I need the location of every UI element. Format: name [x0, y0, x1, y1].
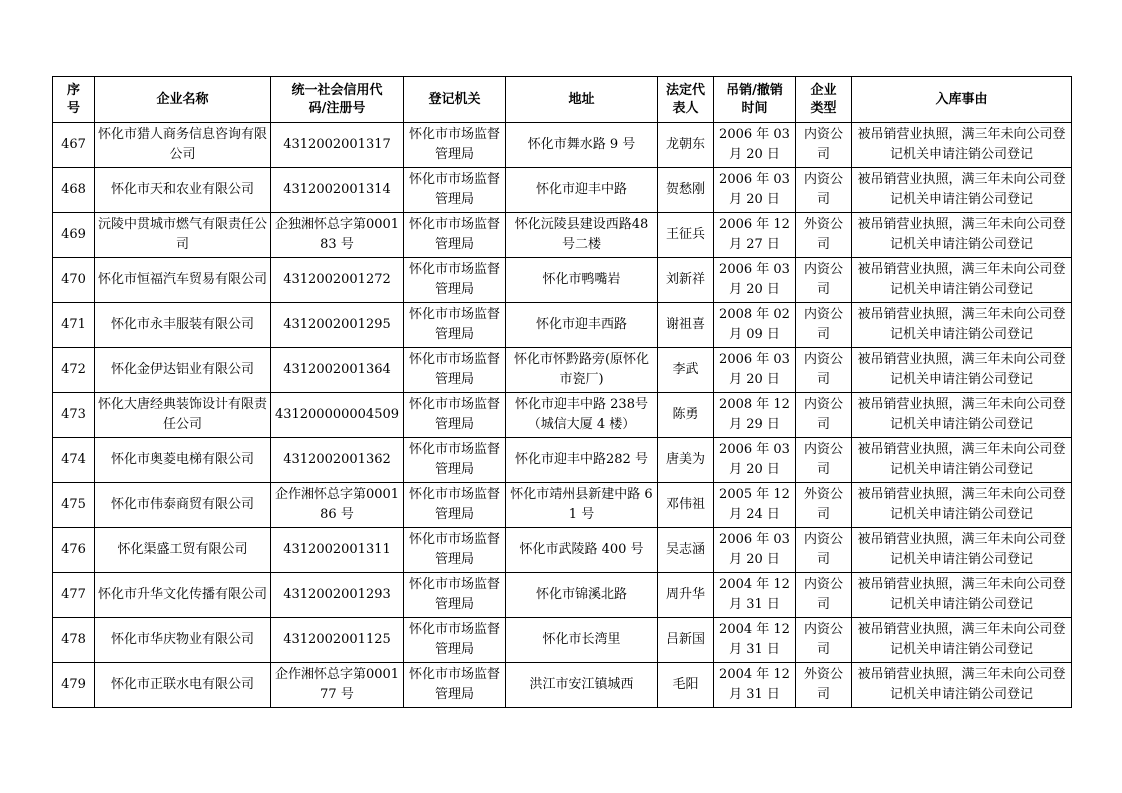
cell-seq: 474: [53, 438, 95, 483]
cell-registration-authority: 怀化市市场监督管理局: [404, 213, 506, 258]
cell-legal-representative: 龙朝东: [658, 123, 714, 168]
cell-company-name: 怀化市升华文化传播有限公司: [95, 573, 271, 618]
header-company-type: 企业 类型: [796, 77, 852, 123]
header-reason: 入库事由: [852, 77, 1072, 123]
cell-address: 怀化市迎丰中路282 号: [506, 438, 658, 483]
cell-seq: 471: [53, 303, 95, 348]
table-row: [53, 528, 1072, 573]
cell-reason: 被吊销营业执照，满三年未向公司登记机关申请注销公司登记: [852, 258, 1072, 303]
cell-revocation-date: 2006 年 03 月 20 日: [714, 528, 796, 573]
header-address: 地址: [506, 77, 658, 123]
table-row: [53, 618, 1072, 663]
cell-reason: 被吊销营业执照，满三年未向公司登记机关申请注销公司登记: [852, 663, 1072, 708]
cell-legal-representative: 毛阳: [658, 663, 714, 708]
header-row: [53, 77, 1072, 123]
cell-credit-code: 企作湘怀总字第000177 号: [271, 663, 404, 708]
cell-legal-representative: 贺愁刚: [658, 168, 714, 213]
cell-company-type: 外资公司: [796, 483, 852, 528]
cell-legal-representative: 吴志涵: [658, 528, 714, 573]
table-row: [53, 348, 1072, 393]
cell-revocation-date: 2006 年 03 月 20 日: [714, 258, 796, 303]
cell-legal-representative: 王征兵: [658, 213, 714, 258]
cell-revocation-date: 2006 年 03 月 20 日: [714, 348, 796, 393]
cell-company-name: 沅陵中贯城市燃气有限责任公司: [95, 213, 271, 258]
header-credit-code: 统一社会信用代 码/注册号: [271, 77, 404, 123]
cell-reason: 被吊销营业执照，满三年未向公司登记机关申请注销公司登记: [852, 618, 1072, 663]
cell-legal-representative: 陈勇: [658, 393, 714, 438]
cell-credit-code: 4312002001125: [271, 618, 404, 663]
table-row: [53, 303, 1072, 348]
table-row: [53, 393, 1072, 438]
cell-legal-representative: 唐美为: [658, 438, 714, 483]
cell-company-type: 内资公司: [796, 258, 852, 303]
cell-credit-code: 4312002001272: [271, 258, 404, 303]
cell-company-name: 怀化市恒福汽车贸易有限公司: [95, 258, 271, 303]
table-row: [53, 123, 1072, 168]
cell-revocation-date: 2006 年 03 月 20 日: [714, 438, 796, 483]
cell-company-type: 内资公司: [796, 348, 852, 393]
cell-company-name: 怀化大唐经典装饰设计有限责任公司: [95, 393, 271, 438]
table-row: [53, 438, 1072, 483]
cell-registration-authority: 怀化市市场监督管理局: [404, 348, 506, 393]
cell-company-type: 外资公司: [796, 213, 852, 258]
cell-address: 怀化市靖州县新建中路 61 号: [506, 483, 658, 528]
cell-seq: 468: [53, 168, 95, 213]
cell-credit-code: 4312002001314: [271, 168, 404, 213]
cell-company-type: 内资公司: [796, 393, 852, 438]
cell-company-type: 外资公司: [796, 663, 852, 708]
revoked-companies-table: [52, 76, 1072, 708]
cell-registration-authority: 怀化市市场监督管理局: [404, 663, 506, 708]
cell-registration-authority: 怀化市市场监督管理局: [404, 483, 506, 528]
cell-seq: 478: [53, 618, 95, 663]
table-row: [53, 168, 1072, 213]
cell-credit-code: 4312002001311: [271, 528, 404, 573]
cell-company-type: 内资公司: [796, 573, 852, 618]
cell-address: 怀化市迎丰西路: [506, 303, 658, 348]
cell-revocation-date: 2004 年 12 月 31 日: [714, 663, 796, 708]
cell-seq: 475: [53, 483, 95, 528]
header-company-name: 企业名称: [95, 77, 271, 123]
cell-seq: 469: [53, 213, 95, 258]
table-row: [53, 663, 1072, 708]
cell-legal-representative: 谢祖喜: [658, 303, 714, 348]
cell-company-type: 内资公司: [796, 123, 852, 168]
cell-company-name: 怀化市正联水电有限公司: [95, 663, 271, 708]
cell-company-name: 怀化市奥菱电梯有限公司: [95, 438, 271, 483]
cell-legal-representative: 李武: [658, 348, 714, 393]
cell-company-name: 怀化市猎人商务信息咨询有限公司: [95, 123, 271, 168]
header-registration-authority: 登记机关: [404, 77, 506, 123]
cell-company-name: 怀化市华庆物业有限公司: [95, 618, 271, 663]
header-legal-representative: 法定代 表人: [658, 77, 714, 123]
cell-seq: 479: [53, 663, 95, 708]
cell-reason: 被吊销营业执照，满三年未向公司登记机关申请注销公司登记: [852, 573, 1072, 618]
cell-company-name: 怀化市天和农业有限公司: [95, 168, 271, 213]
cell-legal-representative: 周升华: [658, 573, 714, 618]
cell-reason: 被吊销营业执照，满三年未向公司登记机关申请注销公司登记: [852, 348, 1072, 393]
cell-reason: 被吊销营业执照，满三年未向公司登记机关申请注销公司登记: [852, 123, 1072, 168]
cell-registration-authority: 怀化市市场监督管理局: [404, 393, 506, 438]
cell-credit-code: 431200000004509: [271, 393, 404, 438]
cell-revocation-date: 2004 年 12 月 31 日: [714, 618, 796, 663]
cell-reason: 被吊销营业执照，满三年未向公司登记机关申请注销公司登记: [852, 483, 1072, 528]
cell-address: 怀化市鸭嘴岩: [506, 258, 658, 303]
cell-company-type: 内资公司: [796, 168, 852, 213]
cell-registration-authority: 怀化市市场监督管理局: [404, 303, 506, 348]
cell-revocation-date: 2006 年 03 月 20 日: [714, 168, 796, 213]
cell-reason: 被吊销营业执照，满三年未向公司登记机关申请注销公司登记: [852, 438, 1072, 483]
cell-credit-code: 4312002001364: [271, 348, 404, 393]
cell-company-name: 怀化金伊达铝业有限公司: [95, 348, 271, 393]
cell-revocation-date: 2005 年 12 月 24 日: [714, 483, 796, 528]
cell-reason: 被吊销营业执照，满三年未向公司登记机关申请注销公司登记: [852, 528, 1072, 573]
cell-company-name: 怀化市伟泰商贸有限公司: [95, 483, 271, 528]
cell-reason: 被吊销营业执照，满三年未向公司登记机关申请注销公司登记: [852, 213, 1072, 258]
table-row: [53, 213, 1072, 258]
table-row: [53, 258, 1072, 303]
cell-seq: 477: [53, 573, 95, 618]
header-seq: 序 号: [53, 77, 95, 123]
cell-reason: 被吊销营业执照，满三年未向公司登记机关申请注销公司登记: [852, 393, 1072, 438]
cell-registration-authority: 怀化市市场监督管理局: [404, 258, 506, 303]
cell-credit-code: 企独湘怀总字第000183 号: [271, 213, 404, 258]
cell-reason: 被吊销营业执照，满三年未向公司登记机关申请注销公司登记: [852, 303, 1072, 348]
table-row: [53, 483, 1072, 528]
cell-registration-authority: 怀化市市场监督管理局: [404, 438, 506, 483]
cell-address: 怀化市怀黔路旁(原怀化市瓷厂): [506, 348, 658, 393]
header-revocation-date: 吊销/撤销 时间: [714, 77, 796, 123]
cell-address: 怀化沅陵县建设西路48 号二楼: [506, 213, 658, 258]
cell-company-type: 内资公司: [796, 528, 852, 573]
cell-address: 洪江市安江镇城西: [506, 663, 658, 708]
cell-credit-code: 4312002001362: [271, 438, 404, 483]
cell-company-name: 怀化渠盛工贸有限公司: [95, 528, 271, 573]
cell-company-name: 怀化市永丰服装有限公司: [95, 303, 271, 348]
cell-revocation-date: 2008 年 12 月 29 日: [714, 393, 796, 438]
cell-seq: 467: [53, 123, 95, 168]
cell-registration-authority: 怀化市市场监督管理局: [404, 618, 506, 663]
cell-address: 怀化市锦溪北路: [506, 573, 658, 618]
cell-legal-representative: 邓伟祖: [658, 483, 714, 528]
cell-company-type: 内资公司: [796, 303, 852, 348]
cell-credit-code: 企作湘怀总字第000186 号: [271, 483, 404, 528]
cell-seq: 473: [53, 393, 95, 438]
table-row: [53, 573, 1072, 618]
cell-seq: 476: [53, 528, 95, 573]
cell-registration-authority: 怀化市市场监督管理局: [404, 168, 506, 213]
cell-registration-authority: 怀化市市场监督管理局: [404, 528, 506, 573]
cell-address: 怀化市舞水路 9 号: [506, 123, 658, 168]
cell-reason: 被吊销营业执照，满三年未向公司登记机关申请注销公司登记: [852, 168, 1072, 213]
cell-address: 怀化市武陵路 400 号: [506, 528, 658, 573]
cell-revocation-date: 2006 年 03 月 20 日: [714, 123, 796, 168]
cell-legal-representative: 吕新国: [658, 618, 714, 663]
cell-seq: 472: [53, 348, 95, 393]
cell-revocation-date: 2004 年 12 月 31 日: [714, 573, 796, 618]
cell-credit-code: 4312002001293: [271, 573, 404, 618]
cell-company-type: 内资公司: [796, 438, 852, 483]
cell-seq: 470: [53, 258, 95, 303]
cell-revocation-date: 2006 年 12 月 27 日: [714, 213, 796, 258]
cell-address: 怀化市迎丰中路: [506, 168, 658, 213]
cell-credit-code: 4312002001317: [271, 123, 404, 168]
cell-revocation-date: 2008 年 02 月 09 日: [714, 303, 796, 348]
cell-legal-representative: 刘新祥: [658, 258, 714, 303]
cell-address: 怀化市迎丰中路 238号（城信大厦 4 楼）: [506, 393, 658, 438]
cell-registration-authority: 怀化市市场监督管理局: [404, 123, 506, 168]
cell-credit-code: 4312002001295: [271, 303, 404, 348]
cell-company-type: 内资公司: [796, 618, 852, 663]
cell-registration-authority: 怀化市市场监督管理局: [404, 573, 506, 618]
cell-address: 怀化市长湾里: [506, 618, 658, 663]
